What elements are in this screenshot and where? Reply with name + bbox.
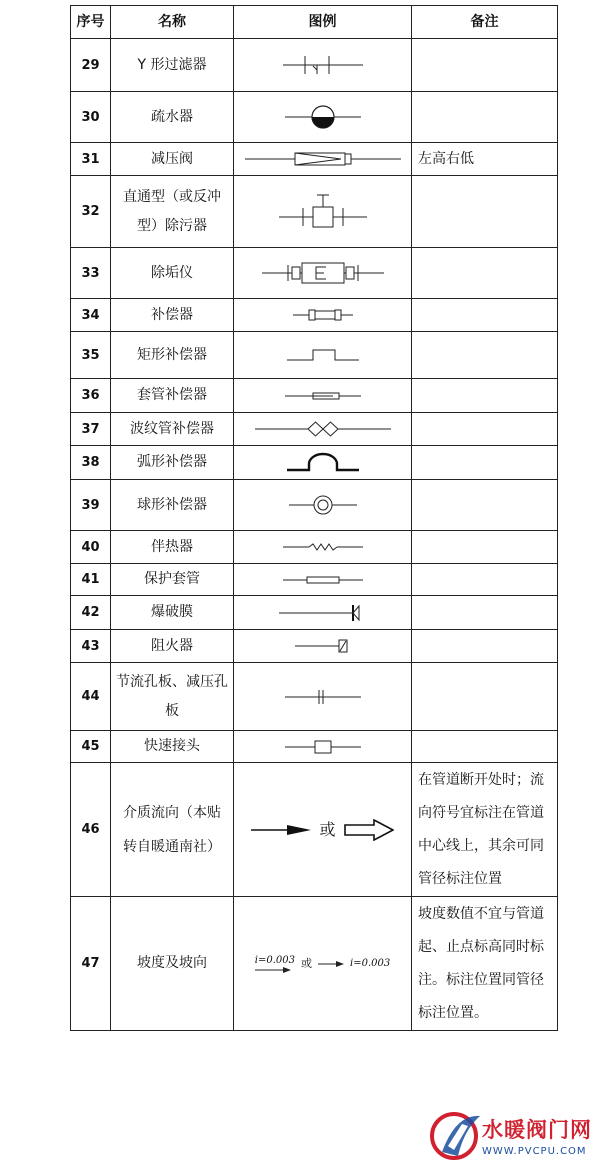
flow-direction-icon — [234, 763, 412, 897]
row-note — [412, 332, 558, 379]
table-row — [71, 531, 558, 564]
dirt-separator-icon — [234, 176, 412, 248]
compensator-icon — [234, 299, 412, 332]
row-number: 42 — [71, 596, 111, 630]
row-note — [412, 92, 558, 143]
row-note — [412, 379, 558, 413]
row-name: 保护套管 — [111, 564, 234, 596]
table-row — [71, 564, 558, 596]
table-row — [71, 92, 558, 143]
row-name: 套管补偿器 — [111, 379, 234, 413]
ball-compensator-icon — [234, 480, 412, 531]
table-row — [71, 413, 558, 446]
row-note: 左高右低 — [412, 143, 558, 176]
slope-icon — [234, 897, 412, 1031]
row-name: 坡度及坡向 — [111, 897, 234, 1031]
row-name: 爆破膜 — [111, 596, 234, 630]
header-symbol: 图例 — [234, 6, 412, 39]
header-row — [71, 6, 558, 39]
row-number: 37 — [71, 413, 111, 446]
row-number: 47 — [71, 897, 111, 1031]
descaler-icon — [234, 248, 412, 299]
brand-url: WWW.PVCPU.COM — [482, 1146, 587, 1157]
row-number: 35 — [71, 332, 111, 379]
row-note — [412, 663, 558, 731]
row-note — [412, 630, 558, 663]
row-number: 45 — [71, 731, 111, 763]
row-number: 39 — [71, 480, 111, 531]
row-name: 节流孔板、减压孔板 — [111, 663, 234, 731]
row-note — [412, 596, 558, 630]
table-row — [71, 731, 558, 763]
row-name: 减压阀 — [111, 143, 234, 176]
sleeve-compensator-icon — [234, 379, 412, 413]
arc-compensator-icon — [234, 446, 412, 480]
row-number: 29 — [71, 39, 111, 92]
row-number: 46 — [71, 763, 111, 897]
row-name: 疏水器 — [111, 92, 234, 143]
legend-table — [70, 5, 558, 1031]
heat-tracer-icon — [234, 531, 412, 564]
row-number: 40 — [71, 531, 111, 564]
row-number: 30 — [71, 92, 111, 143]
row-number: 43 — [71, 630, 111, 663]
row-number: 41 — [71, 564, 111, 596]
row-note — [412, 446, 558, 480]
table-row — [71, 332, 558, 379]
row-note — [412, 480, 558, 531]
table-row — [71, 379, 558, 413]
row-name: 快速接头 — [111, 731, 234, 763]
row-name: 球形补偿器 — [111, 480, 234, 531]
table-row — [71, 299, 558, 332]
slope-label-right: i=0.003 — [350, 958, 391, 969]
rupture-disc-icon — [234, 596, 412, 630]
flow-arrow-icon — [251, 820, 311, 840]
table-row — [71, 248, 558, 299]
y-strainer-icon — [234, 39, 412, 92]
row-number: 31 — [71, 143, 111, 176]
row-name: 直通型（或反冲型）除污器 — [111, 176, 234, 248]
row-name: 矩形补偿器 — [111, 332, 234, 379]
header-number: 序号 — [71, 6, 111, 39]
hollow-arrow-icon — [344, 819, 394, 841]
row-note: 在管道断开处时；流向符号宜标注在管道中心线上，其余可同管径标注位置 — [412, 763, 558, 897]
row-note — [412, 413, 558, 446]
row-name: 波纹管补偿器 — [111, 413, 234, 446]
row-note — [412, 248, 558, 299]
bellows-compensator-icon — [234, 413, 412, 446]
row-note — [412, 176, 558, 248]
table-row — [71, 763, 558, 897]
table-row — [71, 596, 558, 630]
table-row — [71, 446, 558, 480]
row-note — [412, 299, 558, 332]
row-number: 44 — [71, 663, 111, 731]
row-note — [412, 39, 558, 92]
protective-sleeve-icon — [234, 564, 412, 596]
row-number: 32 — [71, 176, 111, 248]
row-number: 38 — [71, 446, 111, 480]
rectangular-compensator-icon — [234, 332, 412, 379]
row-number: 33 — [71, 248, 111, 299]
table-row — [71, 480, 558, 531]
row-name: Y 形过滤器 — [111, 39, 234, 92]
row-note: 坡度数值不宜与管道起、止点标高同时标注。标注位置同管径标注位置。 — [412, 897, 558, 1031]
flow-or-label: 或 — [319, 819, 336, 839]
row-name: 除垢仪 — [111, 248, 234, 299]
row-name: 伴热器 — [111, 531, 234, 564]
table-row — [71, 143, 558, 176]
table-row — [71, 176, 558, 248]
slope-arrow-left-icon — [255, 967, 291, 973]
row-note — [412, 731, 558, 763]
table-row — [71, 630, 558, 663]
pressure-reducing-valve-icon — [234, 143, 412, 176]
row-number: 36 — [71, 379, 111, 413]
slope-label-left: i=0.003 — [254, 954, 295, 966]
header-note: 备注 — [412, 6, 558, 39]
quick-coupling-icon — [234, 731, 412, 763]
table-row — [71, 39, 558, 92]
row-name: 弧形补偿器 — [111, 446, 234, 480]
steam-trap-icon — [234, 92, 412, 143]
header-name: 名称 — [111, 6, 234, 39]
row-name: 阻火器 — [111, 630, 234, 663]
table-row — [71, 897, 558, 1031]
orifice-plate-icon — [234, 663, 412, 731]
row-note — [412, 531, 558, 564]
slope-or-label: 或 — [301, 957, 312, 970]
row-name: 补偿器 — [111, 299, 234, 332]
table-row — [71, 663, 558, 731]
row-note — [412, 564, 558, 596]
row-name: 介质流向（本贴转自暖通南社） — [111, 763, 234, 897]
row-number: 34 — [71, 299, 111, 332]
brand-name: 水暖阀门网 — [482, 1118, 592, 1142]
flame-arrester-icon — [234, 630, 412, 663]
slope-arrow-right-icon — [318, 961, 344, 967]
